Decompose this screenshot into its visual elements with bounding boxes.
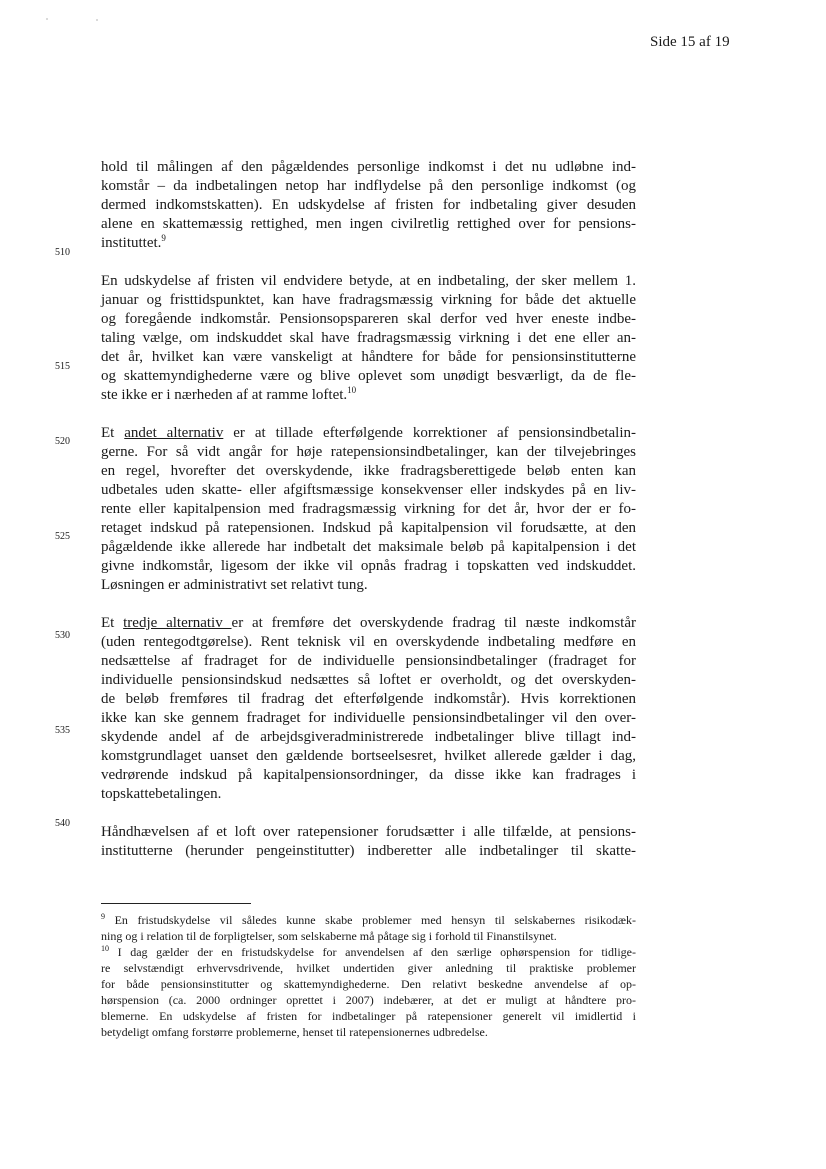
body-line: nedsættelse af fradraget for de individuelle pensionsindbetalinger (fradraget for — [101, 653, 636, 669]
body-line: En udskydelse af fristen vil endvidere betyde, at en indbetaling, der sker mellem 1. — [101, 273, 636, 289]
line-number: 515 — [55, 361, 70, 372]
body-line: (uden rentegodtgørelse). Rent teknisk vil en overskydende indbetaling medføre en — [101, 634, 636, 650]
footnote-line: $^9$ En fristudskydelse vil således kunne skabe problemer med hensyn til selskabernes risikodæk- — [101, 912, 637, 927]
scan-speck — [96, 19, 98, 21]
line-number: 525 — [55, 531, 70, 542]
body-line: Et tredje alternativ er at fremføre det overskydende fradrag til næste indkomstår — [101, 615, 636, 631]
body-line: alene en skattemæssig rettighed, men ingen civilretlig rettighed over for pensions- — [101, 216, 636, 232]
body-line: skydende andel af de arbejdsgiveradministrerede indbetalinger blive tillagt ind- — [101, 729, 636, 745]
line-number: 540 — [55, 818, 70, 829]
line-number: 530 — [55, 630, 70, 641]
body-line: ste ikke er i nærheden af at ramme loftet.$^{10}$ — [101, 385, 357, 403]
body-line: Løsningen er administrativt set relativt tung. — [101, 577, 368, 593]
body-line: individuelle pensionsindskud nedsættes så loftet er overholdt, og det overskyden- — [101, 672, 636, 688]
body-line: en regel, hvorefter det overskydende, ikke fradragsberettigede beløb enten kan — [101, 463, 636, 479]
emphasis-term: andet alternativ — [124, 425, 224, 441]
line-number: 510 — [55, 247, 70, 258]
footnote-separator — [101, 903, 251, 904]
body-line: givne indkomstår, ligesom der ikke vil opnås fradrag i topskatten ved indskuddet. — [101, 558, 636, 574]
footnote-ref: 10 — [347, 385, 357, 395]
footnote-line: for både pensionsinstitutter og skattemyndighederne. Den relativt beskedne anvendelse af op- — [101, 977, 636, 991]
body-line: institutterne (herunder pengeinstitutter) indberetter alle indbetalinger til skatte- — [101, 843, 636, 859]
footnote-line: ning og i relation til de forpligtelser, som selskaberne må påtage sig i forhold til Finanstilsynet. — [101, 929, 557, 943]
line-number: 535 — [55, 725, 70, 736]
body-line: retaget indskud på ratepensionen. Indskud på kapitalpension vil forudsætte, at den — [101, 520, 636, 536]
body-line: taling vælge, om indskuddet skal have fradragsmæssig virkning i det ene eller an- — [101, 330, 636, 346]
body-line: topskattebetalingen. — [101, 786, 222, 802]
body-line: og foregående indkomstår. Pensionsopspareren skal derfor ved hver eneste indbe- — [101, 311, 636, 327]
footnote-marker: 9 — [101, 912, 105, 921]
body-line: hold til målingen af den pågældendes personlige indkomst i det nu udløbne ind- — [101, 159, 636, 175]
footnote-line: re selvstændigt erhvervsdrivende, hvilket undertiden giver anledning til praktiske problemer — [101, 961, 636, 975]
body-line: vedrørende indskud på kapitalpensionsordninger, da disse ikke kan fradrages i — [101, 767, 636, 783]
body-line: pågældende ikke allerede har indbetalt det maksimale beløb på kapitalpension i det — [101, 539, 636, 555]
body-line: og skattemyndighederne være og blive oplevet som unødigt besværligt, da de fle- — [101, 368, 636, 384]
footnote-line: blemerne. En udskydelse af fristen for indbetalinger på ratepensioner generelt vil imidlertid i — [101, 1009, 636, 1023]
line-number: 520 — [55, 436, 70, 447]
body-line: de beløb fremføres til fradrag det efterfølgende indkomstår). Hvis korrektionen — [101, 691, 636, 707]
body-line: instituttet.$^9$ — [101, 233, 166, 251]
page-number: Side 15 af 19 — [650, 34, 730, 50]
body-line: komstår – da indbetalingen netop har indflydelse på den personlige indkomst (og — [101, 178, 636, 194]
body-line: ikke kan ske gennem fradraget for individuelle pensionsindbetalinger vil den over- — [101, 710, 636, 726]
body-line: det år, hvilket kan være vanskeligt at håndtere for både for pensionsinstitutterne — [101, 349, 636, 365]
body-line: gerne. For så vidt angår for høje ratepensionsindbetalinger, kan der tilvejebringes — [101, 444, 636, 460]
footnote-marker: 10 — [101, 944, 109, 953]
body-line: januar og fristtidspunktet, kan have fradragsmæssig virkning for både det aktuelle — [101, 292, 636, 308]
footnote-line: hørspension (ca. 2000 ordninger oprettet i 2007) indebærer, at det er muligt at håndtere pro- — [101, 993, 636, 1007]
body-line: rente eller kapitalpension med fradragsmæssig virkning for det år, hvor der er fo- — [101, 501, 636, 517]
body-line: udbetales uden skatte- eller afgiftsmæssige konsekvenser eller indskydes på en liv- — [101, 482, 636, 498]
footnote-line: $^{10}$ I dag gælder der en fristudskydelse for anvendelsen af den særlige ophørspension for tidlige- — [101, 944, 637, 959]
footnote-line: betydeligt omfang forstørre problemerne, henset til ratepensionernes udbredelse. — [101, 1025, 488, 1039]
body-line: Et andet alternativ er at tillade efterfølgende korrektioner af pensionsindbetalin- — [101, 425, 637, 441]
body-line: Håndhævelsen af et loft over ratepensioner forudsætter i alle tilfælde, at pensions- — [101, 824, 636, 840]
body-line: komstgrundlaget uanset den gældende bortseelsesret, hvilket allerede gælder i dag, — [101, 748, 636, 764]
footnote-ref: 9 — [161, 233, 166, 243]
scan-speck — [46, 18, 48, 20]
emphasis-term: tredje alternativ — [123, 615, 232, 631]
body-line: dermed indkomstskatten). En udskydelse af fristen for indbetaling giver desuden — [101, 197, 636, 213]
